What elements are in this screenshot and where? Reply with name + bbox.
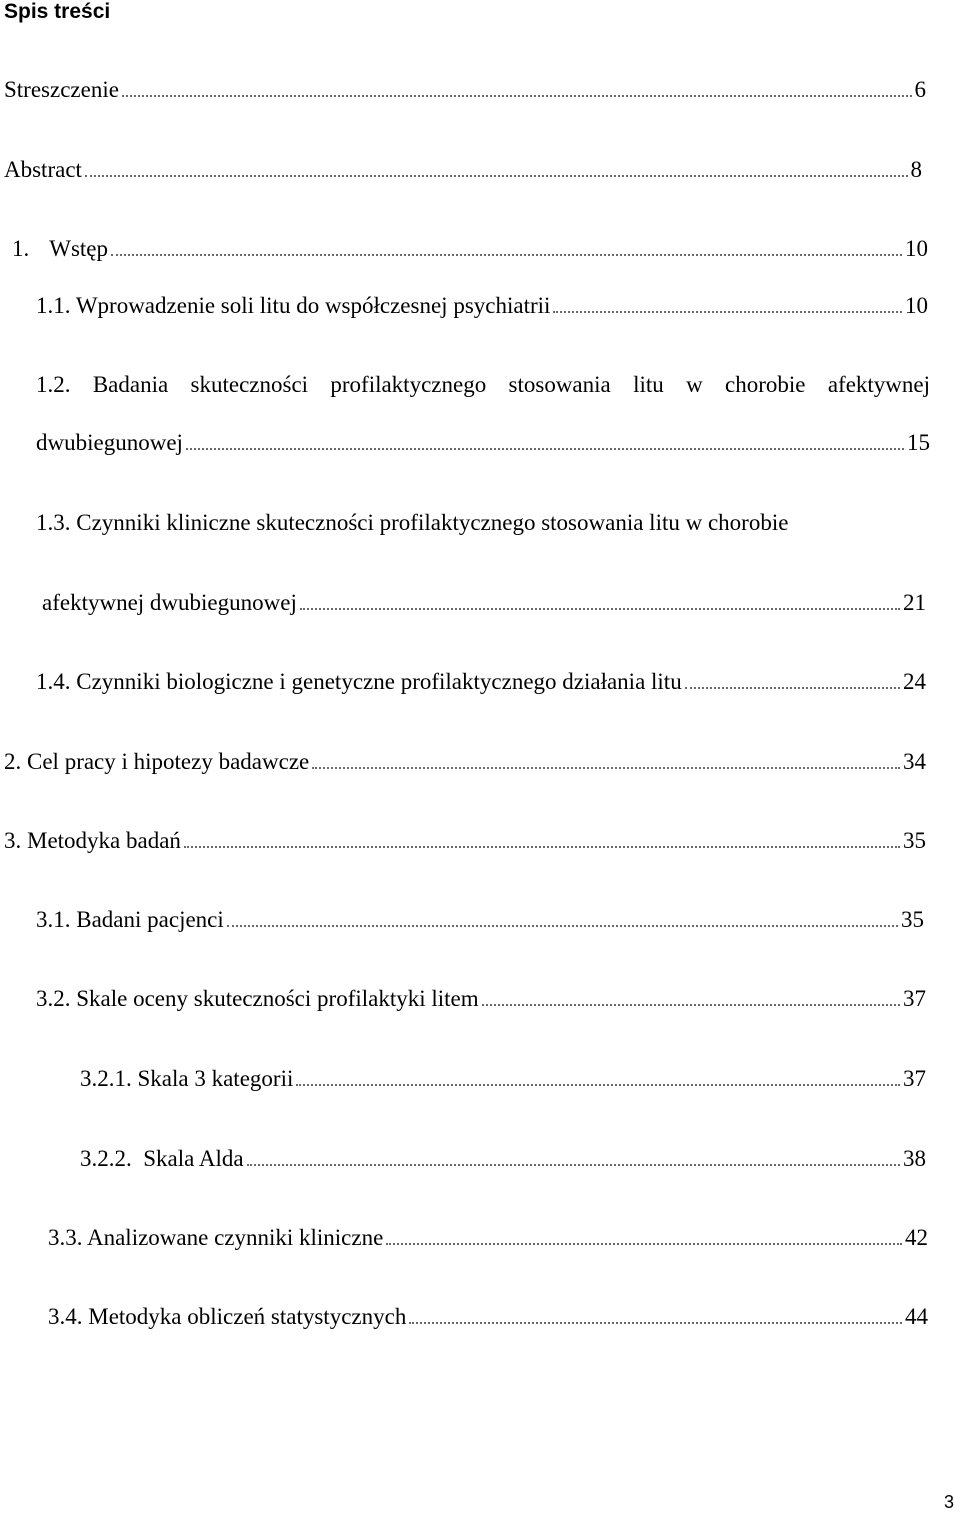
toc-entry-3[interactable] — [4, 827, 926, 855]
toc-entry-label: 3.2. Skale oceny skuteczności profilaktyki litem — [36, 986, 479, 1011]
dot-leader — [300, 608, 900, 610]
toc-entry-label: 1.1. Wprowadzenie soli litu do współczesnej psychiatrii — [36, 293, 551, 318]
toc-entry-label: 3.4. Metodyka obliczeń statystycznych — [48, 1304, 407, 1329]
dot-leader — [409, 1322, 902, 1324]
dot-leader — [111, 254, 902, 256]
dot-leader — [186, 448, 904, 450]
toc-entry-label: afektywnej dwubiegunowej — [42, 590, 297, 615]
toc-entry-page: 21 — [903, 590, 926, 615]
toc-entry-label: 3. Metodyka badań — [4, 828, 181, 853]
toc-entry-3-2-1[interactable] — [80, 1065, 926, 1093]
toc-entry-page: 34 — [903, 749, 926, 774]
toc-entry-page: 35 — [901, 907, 924, 932]
toc-entry-page: 15 — [907, 430, 930, 455]
toc-entry-page: 10 — [905, 236, 928, 261]
toc-entry-label: 3.3. Analizowane czynniki kliniczne — [48, 1225, 384, 1250]
dot-leader — [85, 175, 908, 177]
toc-entry-label: 3.2.1. Skala 3 kategorii — [80, 1066, 294, 1091]
toc-entry-page: 37 — [903, 986, 926, 1011]
dot-leader — [685, 687, 900, 689]
toc-entry-3-1[interactable] — [36, 906, 924, 934]
toc-entry-label: Abstract — [4, 157, 82, 182]
toc-entry-wstep[interactable] — [12, 235, 928, 263]
dot-leader — [227, 925, 898, 927]
toc-entry-label: 3.2.2. Skala Alda — [80, 1146, 244, 1171]
page-number: 3 — [943, 1492, 954, 1512]
toc-entry-2[interactable] — [4, 748, 926, 776]
toc-entry-label: 2. Cel pracy i hipotezy badawcze — [4, 749, 310, 774]
toc-entry-1-2[interactable] — [36, 429, 930, 457]
dot-leader — [296, 1084, 900, 1086]
toc-entry-label: 3.1. Badani pacjenci — [36, 907, 224, 932]
dot-leader — [553, 311, 902, 313]
toc-entry-label: dwubiegunowej — [36, 430, 183, 455]
page-title: Spis treści — [4, 0, 111, 23]
toc-entry-page: 37 — [903, 1066, 926, 1091]
toc-entry-number: 1. — [12, 236, 30, 261]
dot-leader — [386, 1243, 902, 1245]
toc-entry-3-3[interactable] — [48, 1224, 928, 1252]
dot-leader — [184, 846, 900, 848]
toc-entry-abstract[interactable] — [4, 156, 922, 184]
dot-leader — [122, 95, 912, 97]
toc-entry-label: Wstęp — [49, 236, 109, 261]
dot-leader — [482, 1004, 900, 1006]
toc-entry-page: 8 — [910, 157, 922, 182]
toc-entry-page: 35 — [903, 828, 926, 853]
toc-entry-3-2-2[interactable] — [80, 1145, 926, 1173]
toc-entry-page: 42 — [905, 1225, 928, 1250]
toc-entry-1-3[interactable] — [42, 589, 926, 617]
toc-entry-page: 10 — [905, 293, 928, 318]
dot-leader — [312, 767, 900, 769]
toc-entry-label: Streszczenie — [4, 77, 119, 102]
toc-entry-1-3-line1[interactable]: 1.3. Czynniki kliniczne skuteczności profilaktycznego stosowania litu w chorobie — [36, 510, 789, 535]
toc-entry-page: 6 — [914, 77, 926, 102]
toc-entry-3-4[interactable] — [48, 1303, 928, 1331]
toc-entry-1-2-line1[interactable]: 1.2. Badania skuteczności profilaktycznego stosowania litu w chorobie afektywnej — [36, 372, 930, 397]
toc-entry-page: 38 — [903, 1146, 926, 1171]
toc-entry-1-4[interactable] — [36, 668, 926, 696]
toc-entry-1-1[interactable] — [36, 292, 928, 320]
toc-entry-label: 1.4. Czynniki biologiczne i genetyczne profilaktycznego działania litu — [36, 669, 682, 694]
toc-entry-streszczenie[interactable] — [4, 76, 926, 104]
toc-entry-page: 24 — [903, 669, 926, 694]
toc-entry-3-2[interactable] — [36, 985, 926, 1013]
dot-leader — [247, 1164, 900, 1166]
toc-entry-page: 44 — [905, 1304, 928, 1329]
